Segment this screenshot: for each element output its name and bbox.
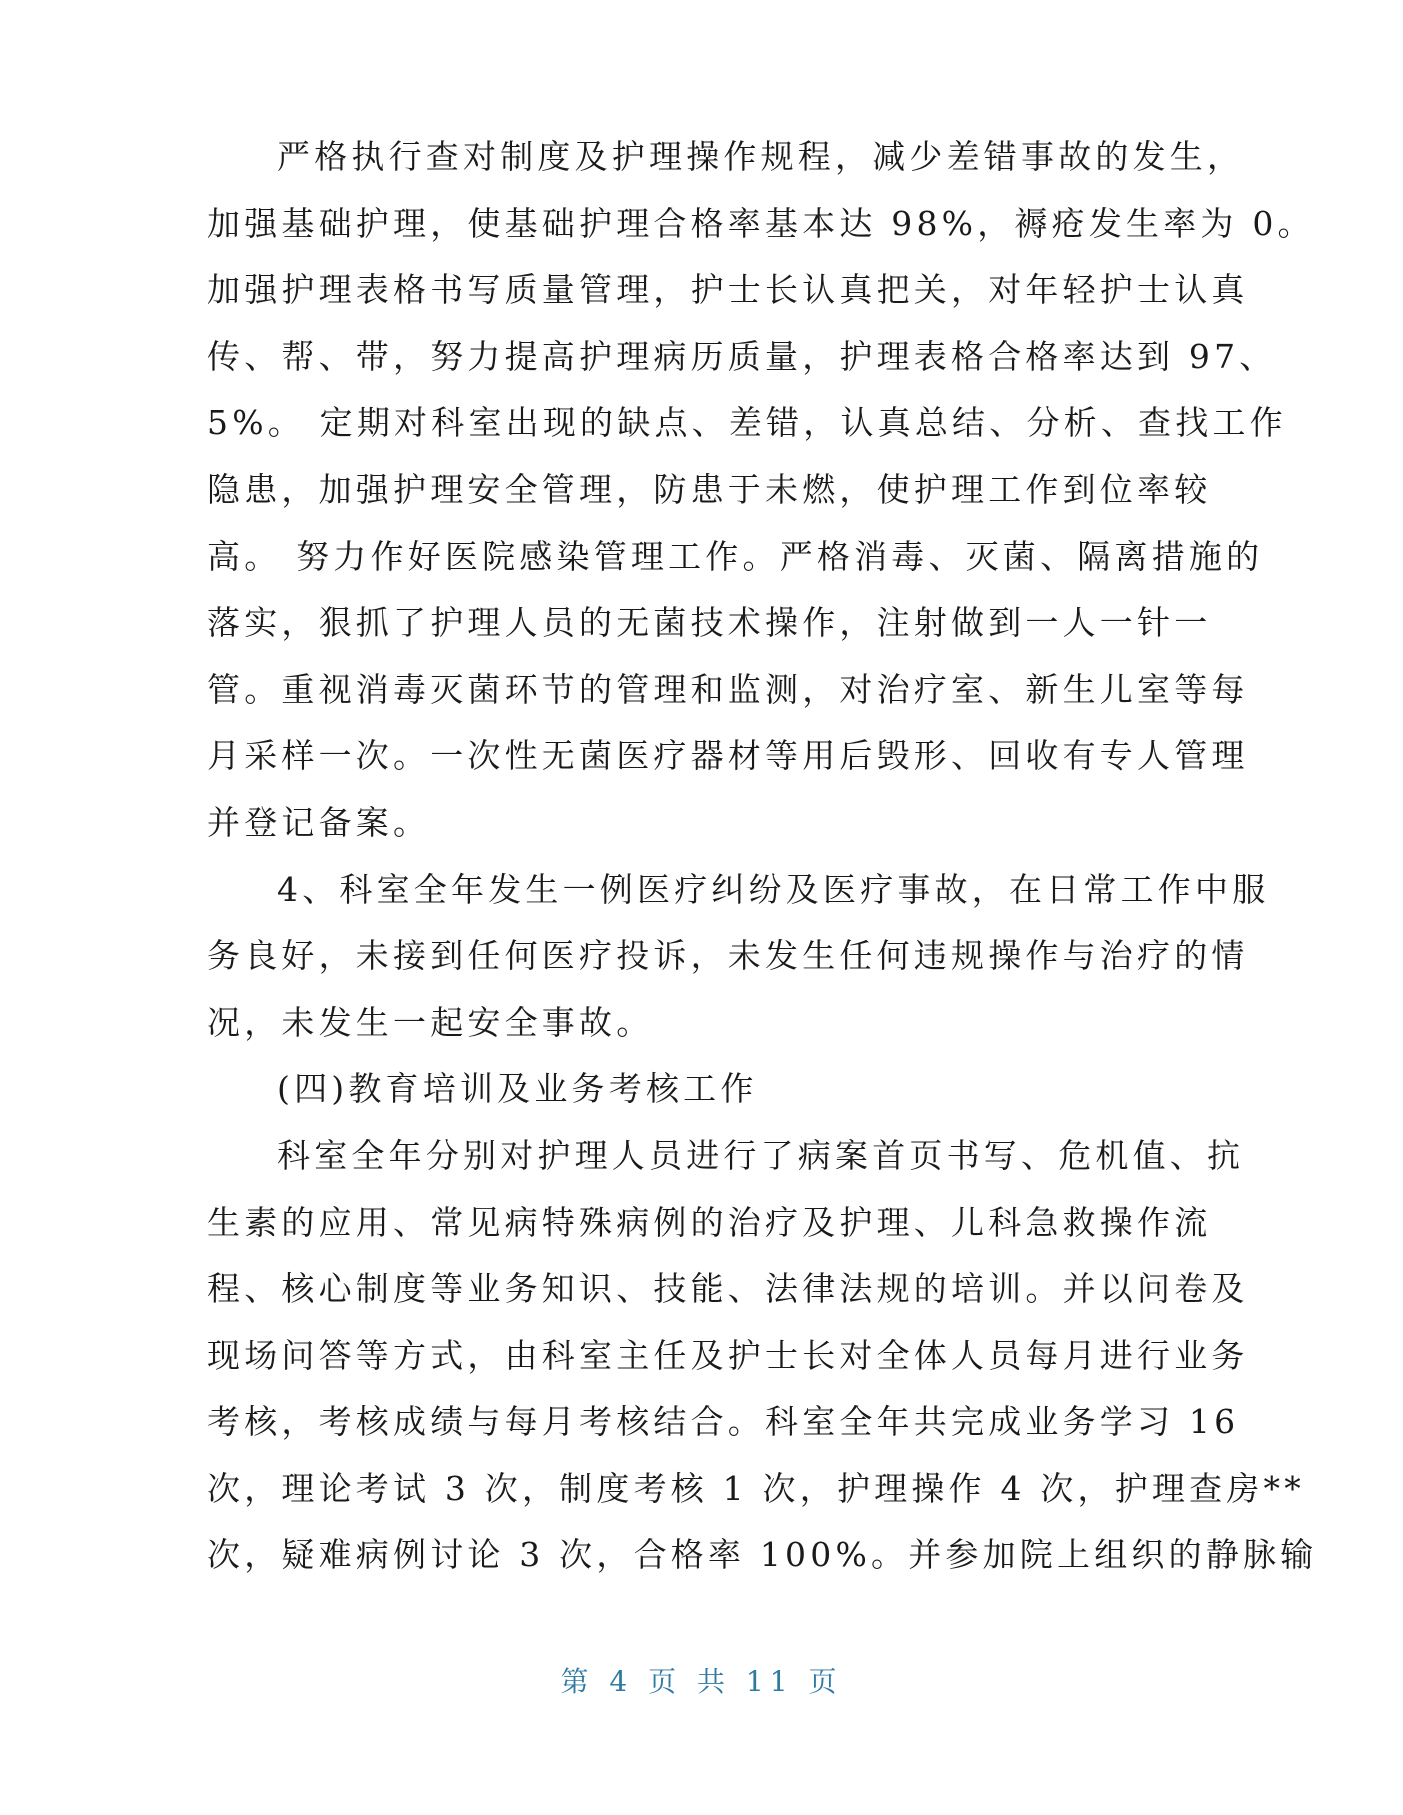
- text-line: 科室全年分别对护理人员进行了病案首页书写、危机值、抗: [277, 1135, 1245, 1175]
- text-line: 传、帮、带，努力提高护理病历质量，护理表格合格率达到 97、: [207, 336, 1277, 376]
- text-line: 务良好，未接到任何医疗投诉，未发生任何违规操作与治疗的情: [207, 936, 1249, 976]
- text-line: 隐患，加强护理安全管理，防患于未燃，使护理工作到位率较: [207, 469, 1212, 509]
- text-line: 高。 努力作好医院感染管理工作。严格消毒、灭菌、隔离措施的: [207, 536, 1264, 576]
- text-line: 程、核心制度等业务知识、技能、法律法规的培训。并以问卷及: [207, 1269, 1249, 1309]
- text-line: 5%。 定期对科室出现的缺点、差错，认真总结、分析、查找工作: [207, 403, 1287, 443]
- text-line: 加强基础护理，使基础护理合格率基本达 98%，褥疮发生率为 0。: [207, 203, 1315, 243]
- text-line: 况，未发生一起安全事故。: [207, 1002, 654, 1042]
- text-line: 次，疑难病例讨论 3 次，合格率 100%。并参加院上组织的静脉输: [207, 1535, 1318, 1575]
- text-line: 严格执行查对制度及护理操作规程，减少差错事故的发生，: [277, 137, 1245, 176]
- text-line: 管。重视消毒灭菌环节的管理和监测，对治疗室、新生儿室等每: [207, 669, 1249, 709]
- text-line: 次，理论考试 3 次，制度考核 1 次，护理操作 4 次，护理查房**: [207, 1468, 1305, 1508]
- body-text: [207, 124, 1318, 1589]
- section-heading: (四)教育培训及业务考核工作: [277, 1069, 758, 1109]
- text-line: 现场问答等方式，由科室主任及护士长对全体人员每月进行业务: [207, 1335, 1249, 1375]
- text-line: 并登记备案。: [207, 802, 431, 842]
- text-line: 生素的应用、常见病特殊病例的治疗及护理、儿科急救操作流: [207, 1202, 1212, 1242]
- text-line: 月采样一次。一次性无菌医疗器材等用后毁形、回收有专人管理: [207, 736, 1249, 776]
- text-line: 4、科室全年发生一例医疗纠纷及医疗事故，在日常工作中服: [277, 869, 1270, 909]
- page-number-footer: 第 4 页 共 11 页: [560, 1665, 843, 1698]
- text-line: 考核，考核成绩与每月考核结合。科室全年共完成业务学习 16: [207, 1402, 1240, 1442]
- text-line: 落实，狠抓了护理人员的无菌技术操作，注射做到一人一针一: [207, 603, 1212, 643]
- text-line: 加强护理表格书写质量管理，护士长认真把关，对年轻护士认真: [207, 270, 1249, 310]
